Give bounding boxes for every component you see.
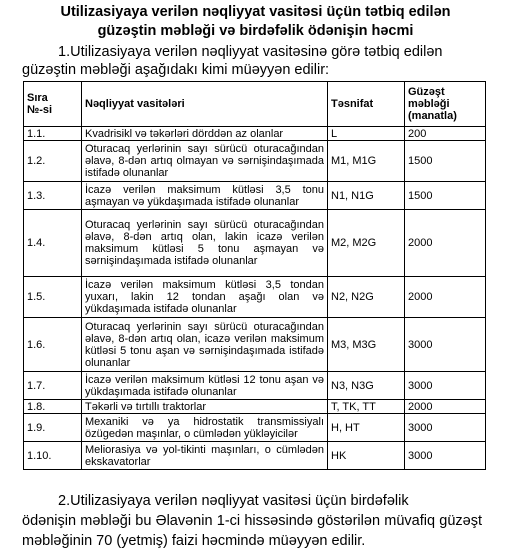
paragraph-2 — [22, 491, 482, 551]
row-number: 1.5. — [24, 277, 82, 318]
row-vehicle: Oturacaq yerlərinin sayı sürücü oturacağından əlavə, 8-dən artıq olan, icazə verilən maksimum kütləsi 5 tonu aşan və sərnişindaşımada istifadə olunanlar — [82, 318, 328, 372]
table-row — [24, 372, 486, 400]
row-amount: 3000 — [405, 372, 486, 400]
row-vehicle: Oturacaq yerlərinin sayı sürücü oturacağından əlavə, 8-dən artıq olmayan və sərnişindaşımada istifadə olunanlar — [82, 141, 328, 182]
row-number: 1.1. — [24, 127, 82, 141]
row-classification: T, TK, TT — [328, 400, 405, 414]
paragraph-1 — [22, 43, 482, 79]
discount-table — [23, 81, 486, 470]
row-number: 1.9. — [24, 414, 82, 442]
row-classification: L — [328, 127, 405, 141]
row-vehicle: İcazə verilən maksimum kütləsi 12 tonu aşan və yükdaşımada istifadə olunanlar — [82, 372, 328, 400]
row-classification: M1, M1G — [328, 141, 405, 182]
row-classification: H, HT — [328, 414, 405, 442]
row-amount: 3000 — [405, 318, 486, 372]
header-vehicle: Nəqliyyat vasitələri — [82, 82, 328, 127]
table-row — [24, 141, 486, 182]
table-row — [24, 127, 486, 141]
row-number: 1.4. — [24, 210, 82, 277]
row-classification: N2, N2G — [328, 277, 405, 318]
paragraph-1-line-2: güzəştin məbləği aşağıdakı kimi müəyyən edilir: — [22, 62, 330, 78]
header-amount: Güzəşt məbləği (manatla) — [405, 82, 486, 127]
header-classification: Təsnifat — [328, 82, 405, 127]
row-classification: HK — [328, 442, 405, 470]
row-vehicle: Mexaniki və ya hidrostatik transmissiyalı özügedən maşınlar, o cümlədən yükləyicilər — [82, 414, 328, 442]
row-number: 1.2. — [24, 141, 82, 182]
header-number: Sıra №-si — [24, 82, 82, 127]
table-header-row — [24, 82, 486, 127]
row-number: 1.6. — [24, 318, 82, 372]
title-line-2: güzəştin məbləği və birdəfəlik ödənişin həcmi — [97, 23, 414, 39]
title-line-1: Utilizasiyaya verilən nəqliyyat vasitəsi üçün tətbiq edilən — [60, 4, 451, 20]
table-row — [24, 414, 486, 442]
row-vehicle: Oturacaq yerlərinin sayı sürücü oturacağından əlavə, 8-dən artıq olan, lakin icazə verilən maksimum kütləsi 5 tonu aşmayan və sərnişindaşımada istifadə olunanlar — [82, 210, 328, 277]
row-number: 1.7. — [24, 372, 82, 400]
table-row — [24, 182, 486, 210]
table-row — [24, 442, 486, 470]
table-row — [24, 400, 486, 414]
row-vehicle: Kvadrisikl və təkərləri dörddən az olanlar — [82, 127, 328, 141]
row-number: 1.3. — [24, 182, 82, 210]
paragraph-2-rest: ödənişin məbləği bu Əlavənin 1-ci hissəsində göstərilən müvafiq güzəşt məbləğinin 70 (yetmiş) faizi həcmində müəyyən edilir. — [22, 513, 482, 549]
table-row — [24, 318, 486, 372]
row-amount: 1500 — [405, 141, 486, 182]
row-vehicle: Təkərli və tırtıllı traktorlar — [82, 400, 328, 414]
row-amount: 200 — [405, 127, 486, 141]
row-classification: N3, N3G — [328, 372, 405, 400]
document-title — [0, 3, 511, 41]
paragraph-1-line-1: 1.Utilizasiyaya verilən nəqliyyat vasitəsinə görə tətbiq edilən — [58, 44, 443, 60]
row-amount: 2000 — [405, 400, 486, 414]
row-classification: M2, M2G — [328, 210, 405, 277]
row-number: 1.8. — [24, 400, 82, 414]
paragraph-2-line-1: 2.Utilizasiyaya verilən nəqliyyat vasitəsi üçün birdəfəlik — [58, 493, 409, 509]
table-row — [24, 277, 486, 318]
row-amount: 3000 — [405, 414, 486, 442]
row-vehicle: Meliorasiya və yol-tikinti maşınları, o cümlədən ekskavatorlar — [82, 442, 328, 470]
row-classification: N1, N1G — [328, 182, 405, 210]
row-number: 1.10. — [24, 442, 82, 470]
table-row — [24, 210, 486, 277]
row-amount: 3000 — [405, 442, 486, 470]
row-amount: 1500 — [405, 182, 486, 210]
row-classification: M3, M3G — [328, 318, 405, 372]
row-vehicle: İcazə verilən maksimum kütləsi 3,5 tondan yuxarı, lakin 12 tondan aşağı olan və yükdaşımada istifadə olunanlar — [82, 277, 328, 318]
row-vehicle: İcazə verilən maksimum kütləsi 3,5 tonu aşmayan və yükdaşımada istifadə olunanlar — [82, 182, 328, 210]
row-amount: 2000 — [405, 277, 486, 318]
row-amount: 2000 — [405, 210, 486, 277]
